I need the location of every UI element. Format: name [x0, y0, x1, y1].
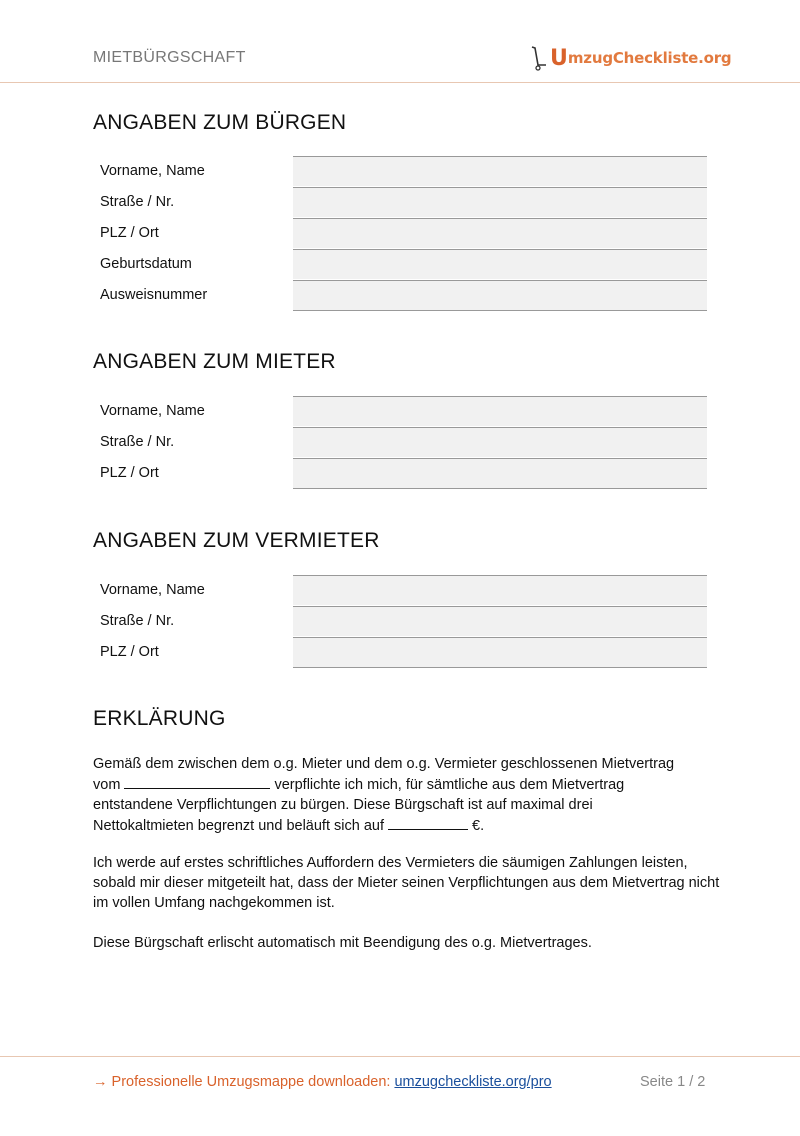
page-number	[640, 1074, 705, 1090]
page-current: 1	[677, 1074, 686, 1090]
promo-text: Professionelle Umzugsmappe downloaden:	[111, 1074, 391, 1090]
vermieter-city-input[interactable]	[293, 637, 707, 667]
field-row	[0, 427, 800, 458]
hand-truck-icon	[530, 45, 548, 71]
text-line: Gemäß dem zwischen dem o.g. Mieter und dem o.g. Vermieter geschlossenen Mietvertrag	[93, 756, 675, 772]
section-title-erklaerung: ERKLÄRUNG	[93, 707, 226, 730]
field-label: Geburtsdatum	[100, 256, 192, 272]
field-row	[0, 606, 800, 637]
field-label: Straße / Nr.	[100, 434, 175, 450]
section-title-mieter: ANGABEN ZUM MIETER	[93, 350, 336, 373]
field-label: Vorname, Name	[100, 582, 205, 598]
vermieter-name-input[interactable]	[293, 575, 707, 605]
field-label: Vorname, Name	[100, 403, 205, 419]
header-divider	[0, 82, 800, 83]
currency-symbol: €.	[472, 818, 485, 834]
text-line	[93, 815, 723, 836]
field-divider	[293, 667, 707, 668]
field-divider	[293, 310, 707, 311]
page-total: 2	[697, 1074, 706, 1090]
buerge-birthdate-input[interactable]	[293, 249, 707, 279]
buerge-street-input[interactable]	[293, 187, 707, 217]
mieter-city-input[interactable]	[293, 458, 707, 488]
logo-text: mzugCheckliste.org	[567, 49, 732, 67]
field-label: Straße / Nr.	[100, 613, 175, 629]
buerge-name-input[interactable]	[293, 156, 707, 186]
mieter-name-input[interactable]	[293, 396, 707, 426]
arrow-right-icon: →	[93, 1074, 108, 1090]
declaration-paragraph-2: Ich werde auf erstes schriftliches Auffordern des Vermieters die säumigen Zahlungen leisten, sobald mir dieser mitgeteilt hat, dass der Mieter seinen Verpflichtungen aus dem Mietvertrag nicht im vollen Umfang nachgekommen ist.	[93, 855, 720, 911]
field-label: Straße / Nr.	[100, 194, 175, 210]
buerge-id-number-input[interactable]	[293, 280, 707, 310]
text-line	[93, 774, 723, 795]
mieter-street-input[interactable]	[293, 427, 707, 457]
text-line: entstandene Verpflichtungen zu bürgen. Diese Bürgschaft ist auf maximal drei	[93, 797, 593, 813]
field-label: PLZ / Ort	[100, 465, 159, 481]
promo-link[interactable]: umzugcheckliste.org/pro	[394, 1074, 552, 1090]
field-label: PLZ / Ort	[100, 225, 159, 241]
logo	[530, 44, 731, 72]
text-fragment: vom	[93, 777, 121, 793]
field-label: Vorname, Name	[100, 163, 205, 179]
amount-blank[interactable]	[388, 815, 468, 830]
document-title: MIETBÜRGSCHAFT	[93, 49, 246, 66]
field-row	[0, 396, 800, 427]
field-row	[0, 280, 800, 311]
contract-date-blank[interactable]	[124, 774, 270, 789]
logo-first-letter: U	[550, 45, 568, 71]
vermieter-street-input[interactable]	[293, 606, 707, 636]
page-separator: /	[689, 1074, 694, 1090]
field-row	[0, 637, 800, 668]
buerge-city-input[interactable]	[293, 218, 707, 248]
field-row	[0, 575, 800, 606]
field-row	[0, 187, 800, 218]
text-fragment: verpflichte ich mich, für sämtliche aus dem Mietvertrag	[274, 777, 625, 793]
field-label: PLZ / Ort	[100, 644, 159, 660]
page-label: Seite	[640, 1074, 674, 1090]
field-row	[0, 458, 800, 489]
section-title-vermieter: ANGABEN ZUM VERMIETER	[93, 529, 380, 552]
field-divider	[293, 488, 707, 489]
field-row	[0, 156, 800, 187]
text-fragment: Nettokaltmieten begrenzt und beläuft sich auf	[93, 818, 384, 834]
field-row	[0, 218, 800, 249]
declaration-paragraph-3: Diese Bürgschaft erlischt automatisch mit Beendigung des o.g. Mietvertrages.	[93, 935, 592, 951]
footer-divider	[0, 1056, 800, 1057]
footer-promo	[93, 1074, 552, 1090]
field-row	[0, 249, 800, 280]
field-label: Ausweisnummer	[100, 287, 208, 303]
declaration-paragraph-1	[93, 754, 723, 836]
section-title-buerge: ANGABEN ZUM BÜRGEN	[93, 111, 347, 134]
